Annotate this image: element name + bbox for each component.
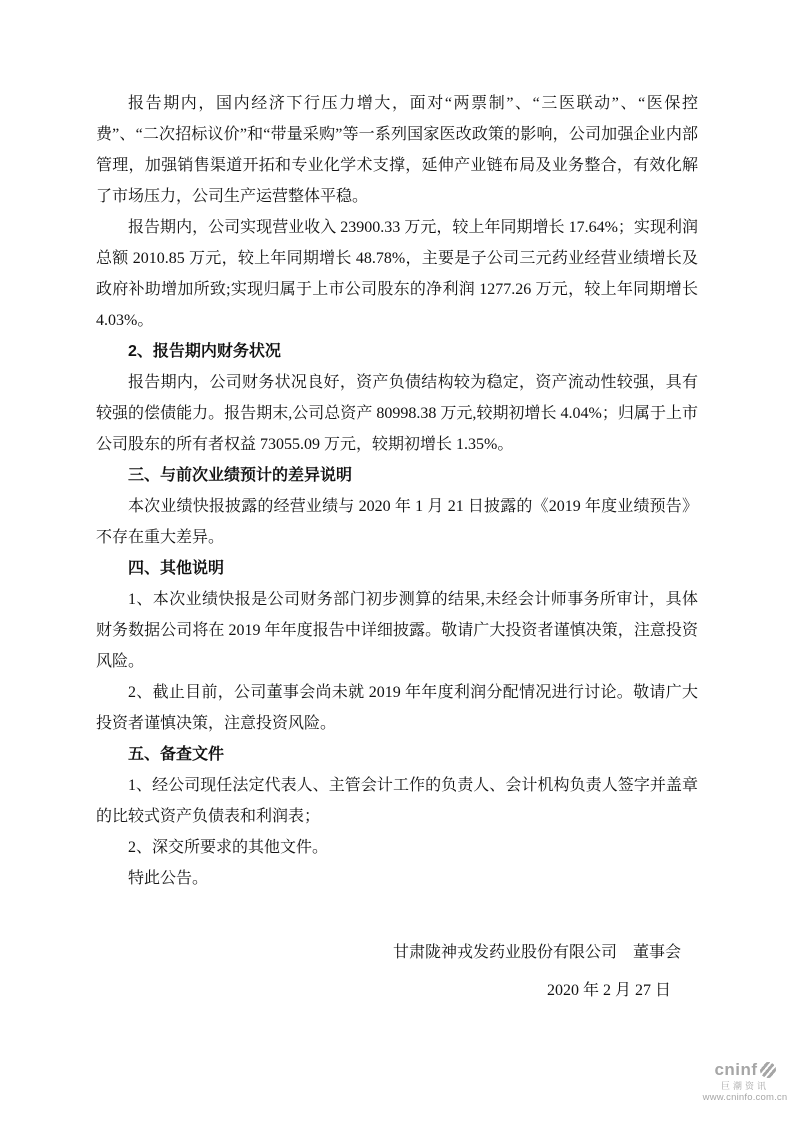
cninfo-url: www.cninfo.com.cn bbox=[702, 1091, 788, 1103]
paragraph-financial-status: 报告期内，公司财务状况良好，资产负债结构较为稳定，资产流动性较强，具有较强的偿债能力。报告期末,公司总资产 80998.38 万元,较期初增长 4.04%；归属于上市公司股东的所有者权益 73055.09 万元，较期初增长 1.35%。 bbox=[96, 374, 698, 453]
section-heading-financial: 2、报告期内财务状况 bbox=[128, 343, 281, 360]
paragraph-other-2: 2、截止目前，公司董事会尚未就 2019 年年度利润分配情况进行讨论。敬请广大投资者谨慎决策，注意投资风险。 bbox=[96, 684, 698, 732]
document-body bbox=[96, 88, 698, 894]
cninfo-brand-text: cninf bbox=[714, 1060, 758, 1079]
paragraph-market-overview: 报告期内，国内经济下行压力增大，面对“两票制”、“三医联动”、“医保控费”、“二次招标议价”和“带量采购”等一系列国家医改政策的影响，公司加强企业内部管理，加强销售渠道开拓和专业化学术支撑，延伸产业链布局及业务整合，有效化解了市场压力，公司生产运营整体平稳。 bbox=[96, 95, 698, 205]
paragraph-difference: 本次业绩快报披露的经营业绩与 2020 年 1 月 21 日披露的《2019 年度业绩预告》不存在重大差异。 bbox=[96, 498, 698, 546]
cninfo-watermark bbox=[701, 1060, 789, 1104]
signature-date: 2020 年 2 月 27 日 bbox=[546, 982, 671, 999]
paragraph-operating-results: 报告期内，公司实现营业收入 23900.33 万元，较上年同期增长 17.64%；实现利润总额 2010.85 万元，较上年同期增长 48.78%，主要是子公司三元药业经营业绩增长及政府补助增加所致;实现归属于上市公司股东的净利润 1277.26 万元，较上年同期增长 4.03%。 bbox=[96, 219, 698, 329]
section-heading-other: 四、其他说明 bbox=[128, 560, 225, 577]
paragraph-reference-doc-1: 1、经公司现任法定代表人、主管会计工作的负责人、会计机构负责人签字并盖章的比较式资产负债表和利润表； bbox=[96, 777, 698, 825]
section-heading-difference: 三、与前次业绩预计的差异说明 bbox=[128, 467, 353, 484]
section-heading-reference-docs: 五、备查文件 bbox=[128, 746, 225, 763]
cninfo-brand-row bbox=[701, 1060, 789, 1080]
signature-block bbox=[96, 934, 687, 1010]
paragraph-other-1: 1、本次业绩快报是公司财务部门初步测算的结果,未经会计师事务所审计，具体财务数据公司将在 2019 年年度报告中详细披露。敬请广大投资者谨慎决策，注意投资风险。 bbox=[96, 591, 698, 670]
paragraph-announcement-close: 特此公告。 bbox=[128, 870, 209, 887]
cninfo-swirl-icon bbox=[760, 1062, 776, 1078]
signature-company: 甘肃陇神戎发药业股份有限公司 董事会 bbox=[392, 944, 681, 961]
paragraph-reference-doc-2: 2、深交所要求的其他文件。 bbox=[128, 839, 329, 856]
cninfo-brand-chinese: 巨潮资讯 bbox=[720, 1080, 769, 1091]
